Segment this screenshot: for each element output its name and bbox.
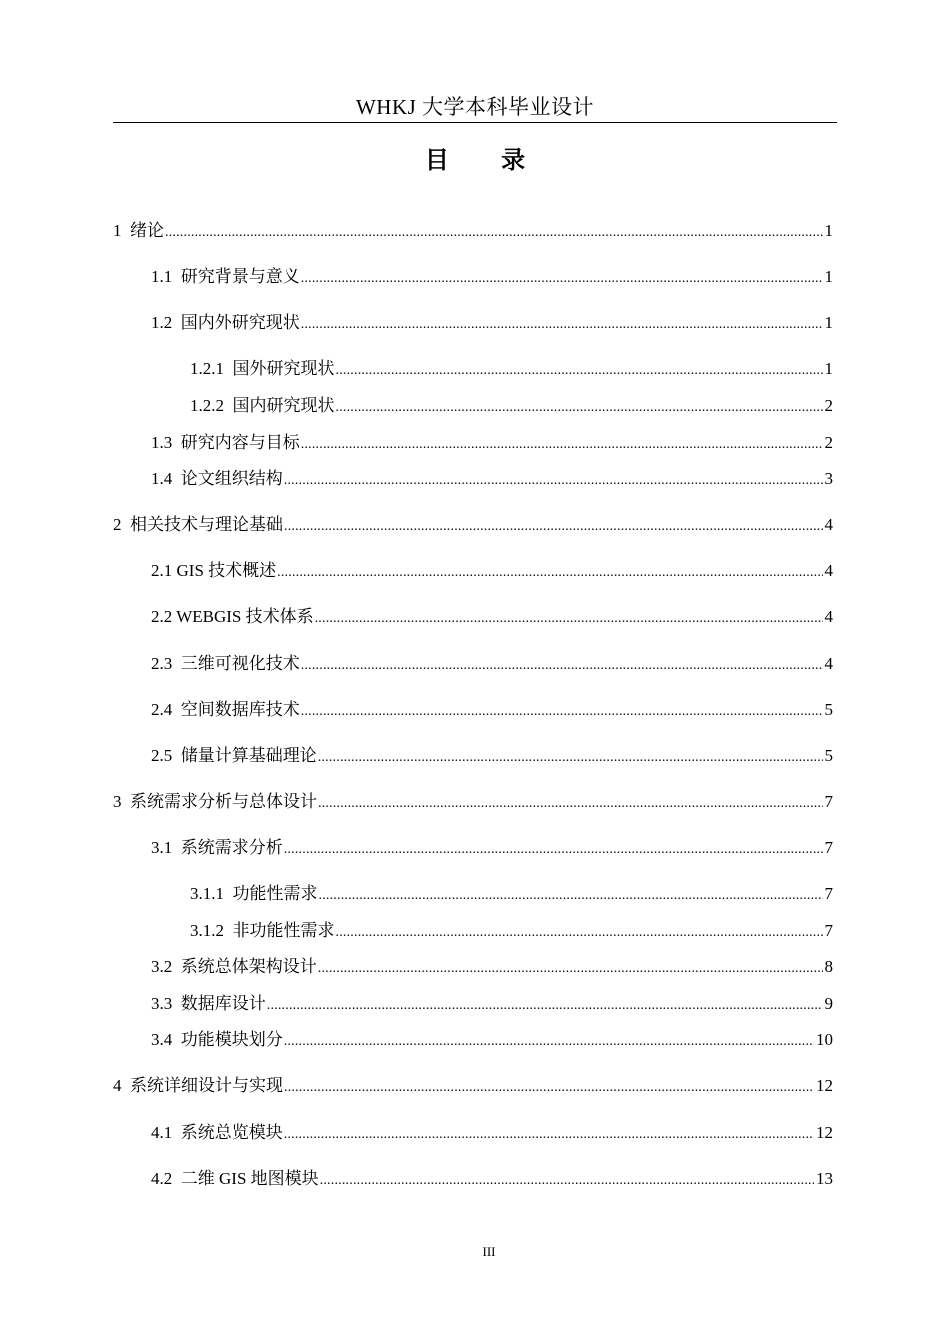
toc-leader-dots [301, 313, 823, 337]
toc-entry-label: 3.2 系统总体架构设计 [151, 957, 317, 976]
toc-entry-label: 1.2.1 国外研究现状 [190, 359, 335, 378]
toc-entry-page: 2 [824, 433, 833, 452]
toc-entry-label: 1.2 国内外研究现状 [151, 313, 300, 332]
toc-entry-label: 2.2 WEBGIS 技术体系 [151, 607, 314, 626]
toc-entry[interactable] [113, 1074, 833, 1098]
toc-entry-label: 3.1.2 非功能性需求 [190, 921, 335, 940]
toc-entry[interactable] [190, 394, 833, 418]
toc-entry[interactable] [151, 431, 833, 455]
toc-entry-page: 3 [824, 469, 833, 488]
toc-entry-label: 3.1 系统需求分析 [151, 838, 283, 857]
toc-leader-dots [336, 921, 823, 945]
toc-entry[interactable] [151, 744, 833, 768]
toc-leader-dots [301, 700, 823, 724]
toc-entry-page: 7 [824, 884, 833, 903]
page-number: III [482, 1244, 496, 1259]
toc-entry-label: 2.3 三维可视化技术 [151, 654, 300, 673]
toc-leader-dots [319, 884, 823, 908]
toc-entry[interactable] [151, 265, 833, 289]
toc-leader-dots [284, 515, 823, 539]
toc-entry[interactable] [190, 357, 833, 381]
toc-entry-page: 4 [824, 515, 833, 534]
toc-entry-page: 12 [816, 1123, 833, 1142]
toc-entry[interactable] [151, 467, 833, 491]
toc-entry-label: 2 相关技术与理论基础 [113, 515, 283, 534]
toc-entry[interactable] [113, 219, 833, 243]
toc-entry[interactable] [151, 698, 833, 722]
toc-leader-dots [301, 267, 823, 291]
toc-entry[interactable] [190, 882, 833, 906]
toc-entry-label: 1.3 研究内容与目标 [151, 433, 300, 452]
toc-entry-label: 2.4 空间数据库技术 [151, 700, 300, 719]
toc-leader-dots [336, 396, 823, 420]
toc-leader-dots [315, 607, 823, 631]
toc-entry[interactable] [151, 955, 833, 979]
toc-entry-label: 3.4 功能模块划分 [151, 1030, 283, 1049]
toc-entry-page: 4 [824, 654, 833, 673]
toc-entry-page: 5 [824, 746, 833, 765]
toc-entry-page: 1 [824, 359, 833, 378]
toc-entry[interactable] [113, 513, 833, 537]
toc-entry[interactable] [151, 559, 833, 583]
toc-entry-page: 4 [824, 607, 833, 626]
toc-entry[interactable] [151, 1167, 833, 1191]
toc-entry[interactable] [151, 652, 833, 676]
toc-entry-label: 2.1 GIS 技术概述 [151, 561, 277, 580]
toc-entry-page: 1 [824, 221, 833, 240]
toc-entry-page: 7 [824, 792, 833, 811]
toc-leader-dots [165, 221, 823, 245]
toc-entry-label: 1.1 研究背景与意义 [151, 267, 300, 286]
toc-entry[interactable] [190, 919, 833, 943]
toc-entry-page: 1 [824, 313, 833, 332]
toc-leader-dots [318, 746, 823, 770]
toc-entry-page: 2 [824, 396, 833, 415]
toc-entry-label: 4.2 二维 GIS 地图模块 [151, 1169, 319, 1188]
toc-entry-label: 1.4 论文组织结构 [151, 469, 283, 488]
toc-entry-label: 1 绪论 [113, 221, 164, 240]
toc-entry-page: 7 [824, 921, 833, 940]
toc-entry-page: 10 [816, 1030, 833, 1049]
toc-leader-dots [267, 994, 823, 1018]
toc-entry[interactable] [151, 1121, 833, 1145]
toc-entry[interactable] [151, 836, 833, 860]
toc-leader-dots [277, 561, 822, 585]
toc-entry-page: 12 [816, 1076, 833, 1095]
toc-entry-page: 9 [824, 994, 833, 1013]
toc-leader-dots [284, 838, 823, 862]
toc-entry-label: 2.5 储量计算基础理论 [151, 746, 317, 765]
header-text: WHKJ 大学本科毕业设计 [355, 95, 595, 119]
toc-leader-dots [318, 957, 823, 981]
toc-leader-dots [301, 433, 823, 457]
toc-entry[interactable] [113, 790, 833, 814]
toc-leader-dots [284, 469, 823, 493]
toc-entry[interactable] [151, 1028, 833, 1052]
toc-entry-label: 1.2.2 国内研究现状 [190, 396, 335, 415]
toc-leader-dots [318, 792, 823, 816]
toc-entry-label: 4.1 系统总览模块 [151, 1123, 283, 1142]
toc-entry[interactable] [151, 605, 833, 629]
toc-leader-dots [320, 1169, 814, 1193]
toc-entry-page: 13 [816, 1169, 833, 1188]
toc-leader-dots [301, 654, 823, 678]
toc-leader-dots [284, 1123, 814, 1147]
toc-entry[interactable] [151, 992, 833, 1016]
toc-entry-page: 1 [824, 267, 833, 286]
toc-leader-dots [284, 1030, 814, 1054]
toc-leader-dots [284, 1076, 814, 1100]
toc-entry-page: 5 [824, 700, 833, 719]
toc-entry-label: 3.1.1 功能性需求 [190, 884, 318, 903]
toc-entry-label: 3 系统需求分析与总体设计 [113, 792, 317, 811]
toc-entry-label: 3.3 数据库设计 [151, 994, 266, 1013]
toc-title: 目 录 [424, 146, 548, 174]
toc-entry-label: 4 系统详细设计与实现 [113, 1076, 283, 1095]
toc-entry[interactable] [151, 311, 833, 335]
toc-entry-page: 7 [824, 838, 833, 857]
toc-entry-page: 4 [824, 561, 833, 580]
toc-leader-dots [336, 359, 823, 383]
toc-entry-page: 8 [824, 957, 833, 976]
